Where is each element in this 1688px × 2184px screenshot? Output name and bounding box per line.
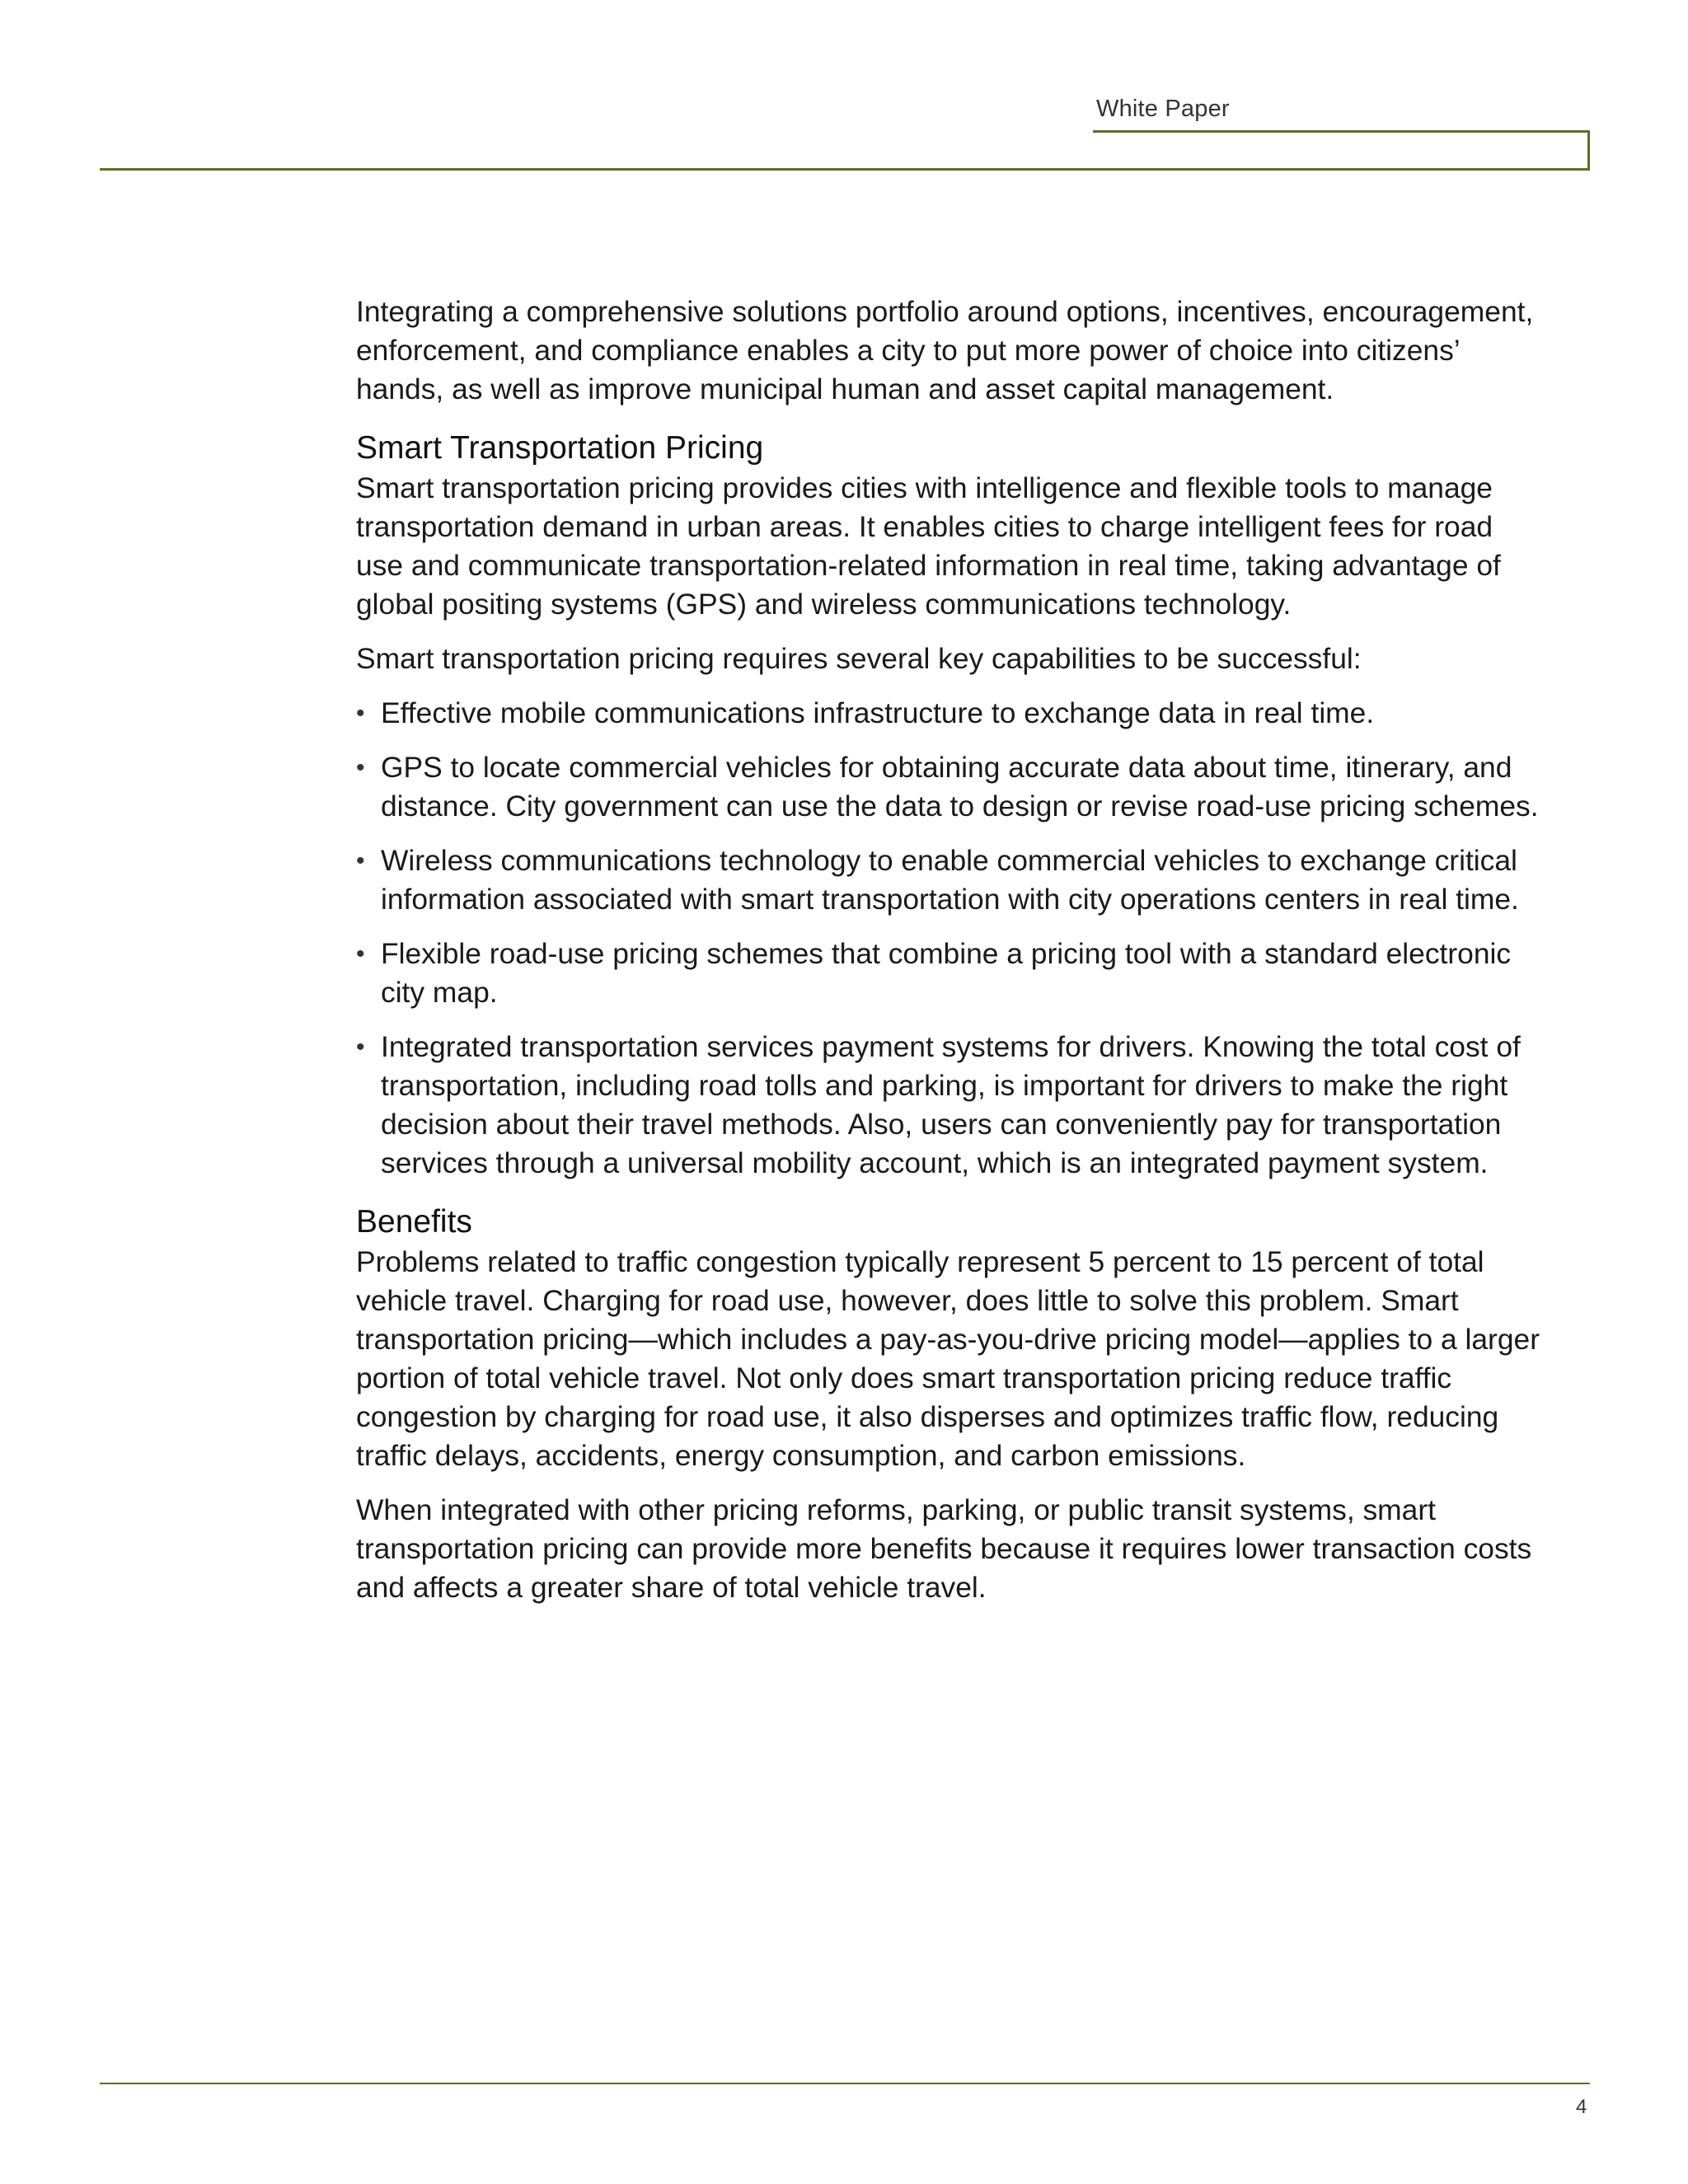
list-item-text: Effective mobile communications infrastructure to exchange data in real time.	[381, 696, 1375, 729]
pricing-paragraph-1: Smart transportation pricing provides cities with intelligence and flexible tools to manage transportation demand in urban areas. It enables cities to charge intelligent fees for road use and communicate transportation-related information in real time, taking advantage of global positing systems (GPS) and wireless communications technology.	[356, 471, 1501, 621]
page-number: 4	[1576, 2096, 1587, 2118]
list-item	[356, 694, 1543, 733]
page-content	[356, 293, 1543, 1623]
footer-rule	[100, 2083, 1590, 2084]
list-item	[356, 1028, 1543, 1183]
benefits-paragraph-1: Problems related to traffic congestion typically represent 5 percent to 15 percent of total vehicle travel. Charging for road use, however, does little to solve this problem. Smart transportation pricing—which includes a pay-as-you-drive pricing model—applies to a larger portion of total vehicle travel. Not only does smart transportation pricing reduce traffic congestion by charging for road use, it also disperses and optimizes traffic flow, reducing traffic delays, accidents, energy consumption, and carbon emissions.	[356, 1245, 1540, 1472]
section-heading-benefits: Benefits	[356, 1204, 472, 1240]
intro-paragraph: Integrating a comprehensive solutions portfolio around options, incentives, encouragement, enforcement, and compliance enables a city to put more power of choice into citizens’ hands, as well as improve municipal human and asset capital management.	[356, 295, 1534, 405]
bullet-icon: •	[356, 754, 365, 781]
bullet-icon: •	[356, 847, 365, 874]
benefits-paragraph-2: When integrated with other pricing reforms, parking, or public transit systems, smart transportation pricing can provide more benefits because it requires lower transaction costs and affects a greater share of total vehicle travel.	[356, 1493, 1532, 1604]
bullet-icon: •	[356, 940, 365, 968]
document-type-label: White Paper	[1096, 96, 1230, 122]
list-item-text: Integrated transportation services payment systems for drivers. Knowing the total cost of transportation, including road tolls and parking, is important for drivers to make the right decision about their travel methods. Also, users can conveniently pay for transportation services through a universal mobility account, which is an integrated payment system.	[381, 1030, 1521, 1179]
header-tab-border	[1093, 130, 1590, 169]
list-item-text: GPS to locate commercial vehicles for obtaining accurate data about time, itinerary, and distance. City government can use the data to design or revise road-use pricing schemes.	[381, 751, 1539, 823]
capabilities-list	[356, 694, 1543, 1183]
list-item-text: Flexible road-use pricing schemes that combine a pricing tool with a standard electronic city map.	[381, 937, 1512, 1009]
bullet-icon: •	[356, 1033, 365, 1061]
section-heading-smart-transportation-pricing: Smart Transportation Pricing	[356, 430, 764, 466]
header-rule	[100, 168, 1590, 171]
list-item-text: Wireless communications technology to enable commercial vehicles to exchange critical information associated with smart transportation with city operations centers in real time.	[381, 844, 1519, 916]
list-item	[356, 935, 1543, 1012]
pricing-paragraph-2: Smart transportation pricing requires several key capabilities to be successful:	[356, 642, 1362, 675]
list-item	[356, 841, 1543, 919]
bullet-icon: •	[356, 700, 365, 727]
list-item	[356, 748, 1543, 826]
